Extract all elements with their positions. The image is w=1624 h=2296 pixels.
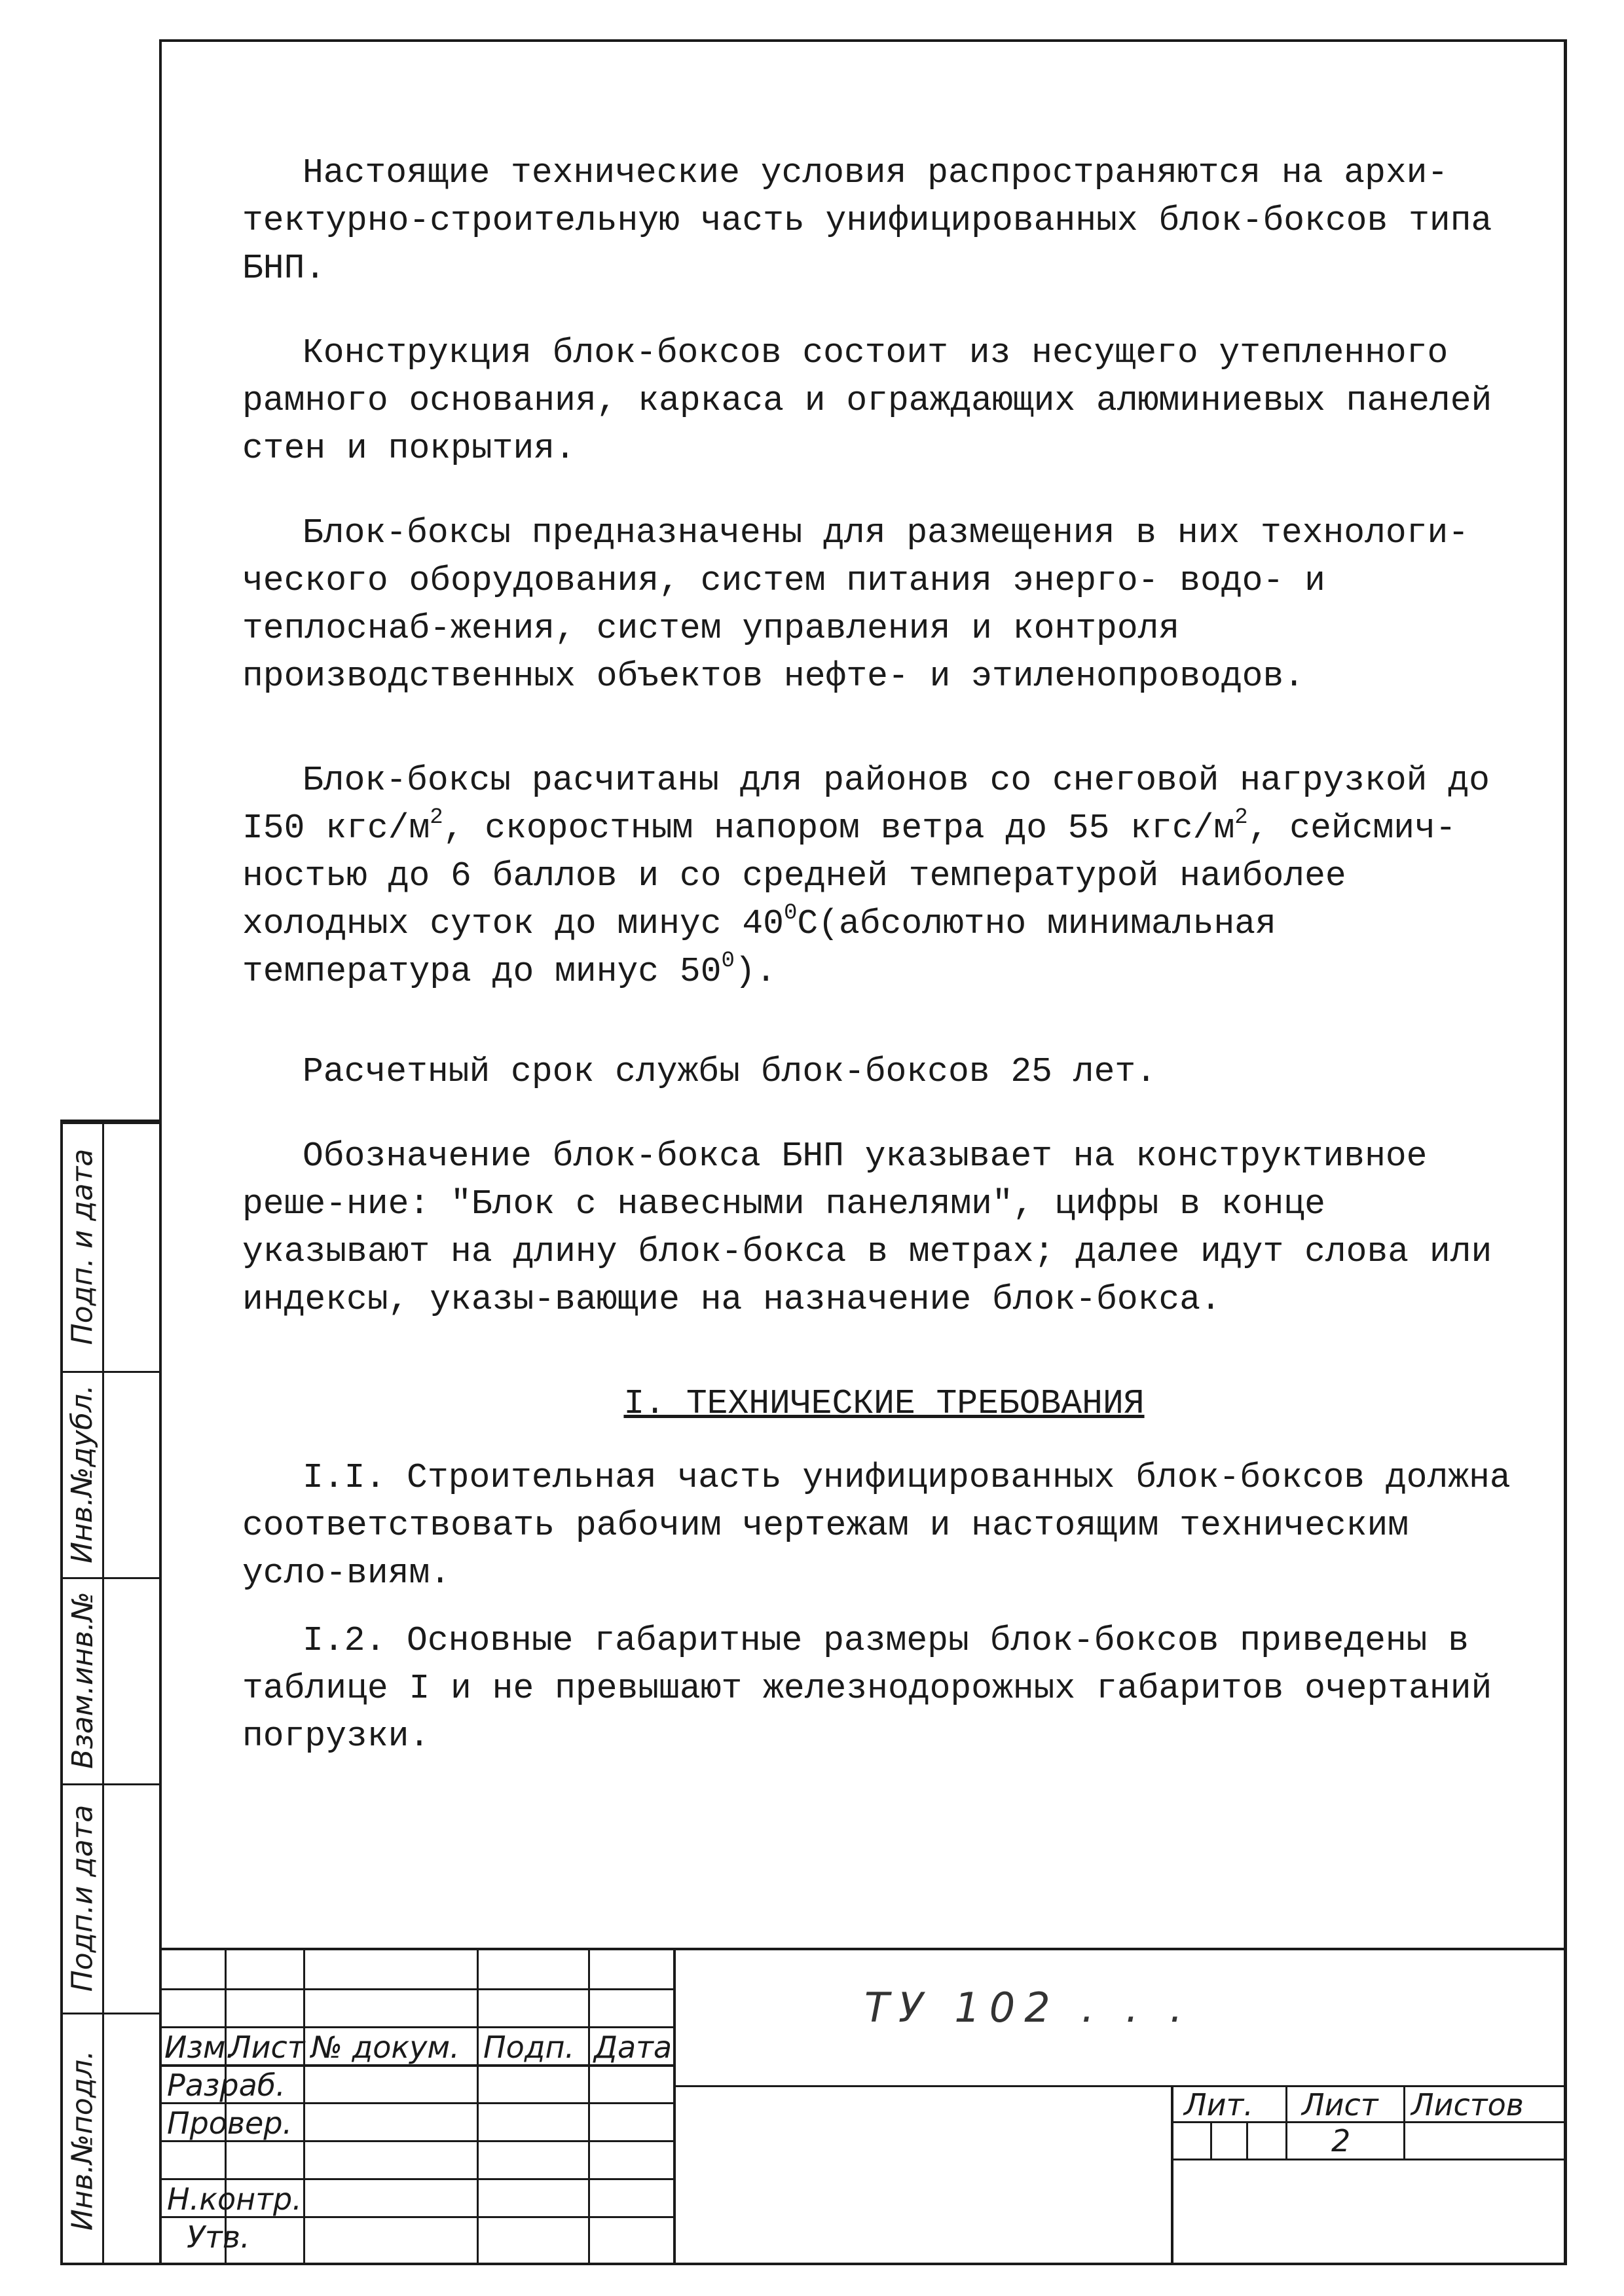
role-developer: Разраб. xyxy=(167,2068,286,2103)
intro-paragraph: Настоящие технические условия распространяются на архи-тектурно-строительную часть унифицированных блок-боксов типа БНП. xyxy=(242,153,1492,288)
title-block-rule xyxy=(673,1948,676,2265)
title-block-rule xyxy=(1246,2121,1248,2159)
climate-paragraph: Блок-боксы расчитаны для районов со снеговой нагрузкой до I50 кгс/$м^2$, скоростным напором ветра до 55 кгс/$м^2$, сейсмич-ностью до 6 баллов и со средней температурой наиболее холодных суток до минус $40^0С(абсолютно$ минимальная температура до минус $50^0$). xyxy=(242,761,1490,991)
title-block-rule xyxy=(477,1948,479,2265)
side-label-original-inv: Инв.№подл. xyxy=(65,2050,100,2231)
side-label-dup-inv: Инв.№дубл. xyxy=(65,1384,100,1564)
header-sheet: Лист xyxy=(229,2030,305,2065)
title-block-rule xyxy=(159,1948,1567,1950)
section-heading: I. ТЕХНИЧЕСКИЕ ТРЕБОВАНИЯ xyxy=(623,1384,1145,1423)
side-stamp-strip xyxy=(60,1120,159,2265)
role-norm-control: Н.контр. xyxy=(167,2181,302,2217)
designation-paragraph: Обозначение блок-бокса БНП указывает на конструктивное реше-ние: "Блок с навесными панелями", цифры в конце указывают на длину блок-бокса в метрах; далее идут слова или индексы, указы-вающие на назначение блок-бокса. xyxy=(242,1137,1492,1319)
service-life-paragraph: Расчетный срок службы блок-боксов 25 лет. xyxy=(303,1052,1157,1091)
header-date: Дата xyxy=(594,2030,673,2065)
header-sheet-no: Лист xyxy=(1302,2087,1378,2123)
title-block-rule xyxy=(1285,2085,1287,2159)
clause-paragraph: I.2. Основные габаритные размеры блок-боксов приведены в таблице I и не превышают железнодорожных габаритов очертаний погрузки. xyxy=(242,1621,1492,1756)
header-signature: Подп. xyxy=(483,2030,575,2065)
title-block-rule xyxy=(1171,2085,1173,2265)
clause-paragraph: I.I. Строительная часть унифицированных блок-боксов должна соответствовать рабочим чертежам и настоящим техническим усло-виям. xyxy=(242,1458,1511,1593)
role-approver: Утв. xyxy=(187,2219,250,2255)
title-block-rule xyxy=(1403,2085,1405,2159)
title-block-rule xyxy=(159,1988,673,1990)
intro-paragraph: Блок-боксы предназначены для размещения в них технологи-ческого оборудования, систем питания энерго- водо- и теплоснаб-жения, систем управления и контроля производственных объектов нефте- и этиленопроводов. xyxy=(242,513,1469,696)
header-doc-number: № докум. xyxy=(311,2030,460,2065)
title-block-rule xyxy=(588,1948,590,2265)
document-code: ТУ 102 . . . xyxy=(864,1984,1192,2032)
header-sheet-count: Листов xyxy=(1411,2087,1524,2123)
sheet-number: 2 xyxy=(1331,2123,1351,2159)
header-change: Изм. xyxy=(164,2030,236,2065)
role-checker: Провер. xyxy=(167,2105,293,2141)
intro-paragraph: Конструкция блок-боксов состоит из несущего утепленного рамного основания, каркаса и ограждающих алюминиевых панелей стен и покрытия. xyxy=(242,333,1492,468)
title-block-rule xyxy=(1210,2121,1212,2159)
header-letter: Лит. xyxy=(1184,2087,1253,2123)
title-block xyxy=(159,1948,1567,2265)
side-label-sign-date: Подп. и дата xyxy=(65,1148,100,1345)
title-block-rule xyxy=(159,2026,673,2028)
title-block-rule xyxy=(303,1948,305,2265)
document-body xyxy=(242,149,1526,1797)
side-label-replaced-inv: Взам.инв.№ xyxy=(65,1592,100,1769)
title-block-rule xyxy=(159,2178,673,2180)
side-label-sign-date-2: Подп.и дата xyxy=(65,1804,100,1992)
title-block-rule xyxy=(1171,2159,1567,2160)
